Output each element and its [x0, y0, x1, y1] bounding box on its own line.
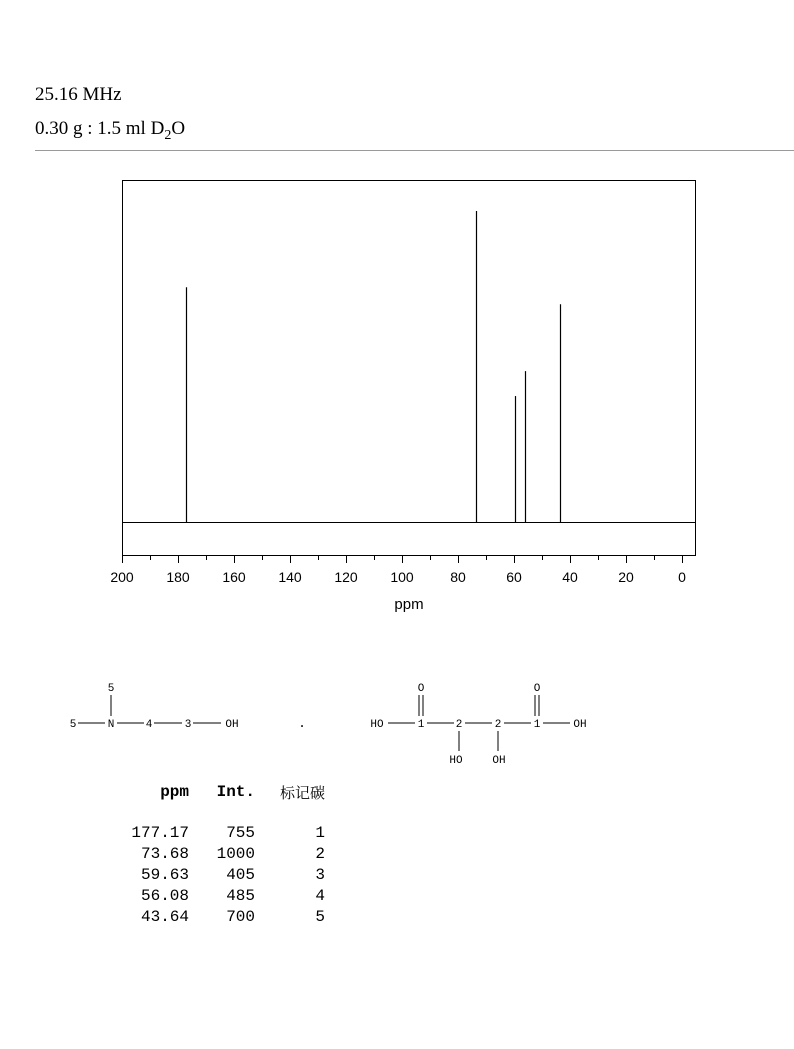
- x-axis-tick-label: 180: [166, 569, 190, 585]
- x-axis-tick-label: 200: [110, 569, 134, 585]
- peak-table-header: [113, 781, 325, 803]
- cell-intensity: 405: [226, 865, 255, 884]
- atom-label-c2-right: 2: [494, 719, 502, 731]
- atom-label-ho-left: HO: [370, 719, 384, 731]
- cell-assignment: 5: [315, 907, 325, 926]
- x-axis-tick-label: 40: [562, 569, 578, 585]
- table-row: [113, 885, 325, 906]
- table-row: [113, 822, 325, 843]
- atom-label-nitrogen: N: [107, 719, 115, 731]
- atom-label-c1-right: 1: [533, 719, 541, 731]
- atom-label-c2-left: 2: [455, 719, 463, 731]
- cell-assignment: 3: [315, 865, 325, 884]
- atom-label-hydroxyl: OH: [225, 719, 239, 731]
- cell-intensity: 755: [226, 823, 255, 842]
- cell-assignment: 2: [315, 844, 325, 863]
- header-intensity: Int.: [216, 783, 255, 801]
- x-axis-tick-label: 120: [334, 569, 358, 585]
- atom-label-c4: 4: [145, 719, 153, 731]
- atom-label-oh-low-left: HO: [449, 755, 463, 767]
- sample-concentration-subscript: 2: [164, 128, 172, 143]
- atom-label-c3: 3: [184, 719, 192, 731]
- x-axis-tick-label: 140: [278, 569, 302, 585]
- x-axis-tick-label: 160: [222, 569, 246, 585]
- cell-ppm: 177.17: [131, 823, 189, 842]
- table-row: [113, 843, 325, 864]
- cell-ppm: 56.08: [140, 886, 189, 905]
- table-row: [113, 906, 325, 927]
- salt-separator: .: [298, 716, 306, 731]
- x-axis-tick-label: 60: [506, 569, 522, 585]
- cell-assignment: 4: [315, 886, 325, 905]
- x-axis-tick-label: 100: [390, 569, 414, 585]
- header-assignment: 标记碳: [279, 783, 325, 802]
- x-axis-tick-label: 80: [450, 569, 466, 585]
- table-row: [113, 864, 325, 885]
- cell-ppm: 73.68: [140, 844, 189, 863]
- atom-label-carbonyl-o-left: O: [417, 683, 425, 695]
- sample-concentration-suffix: O: [171, 118, 186, 139]
- atom-label-carbonyl-o-right: O: [533, 683, 541, 695]
- cell-assignment: 1: [315, 823, 325, 842]
- x-axis-tick-label: 20: [618, 569, 634, 585]
- cell-intensity: 485: [226, 886, 255, 905]
- cell-ppm: 43.64: [140, 907, 189, 926]
- cell-ppm: 59.63: [140, 865, 189, 884]
- cell-intensity: 700: [226, 907, 255, 926]
- atom-label-oh-right: OH: [573, 719, 587, 731]
- sample-concentration-prefix: 0.30 g : 1.5 ml D: [35, 118, 165, 139]
- x-axis-tick-label: 0: [678, 569, 686, 585]
- spectrometer-frequency: 25.16 MHz: [35, 84, 122, 105]
- atom-label-c1-left: 1: [417, 719, 425, 731]
- atom-label-oh-low-right: OH: [492, 755, 506, 767]
- cell-intensity: 1000: [216, 844, 255, 863]
- header-ppm: ppm: [160, 783, 189, 801]
- x-axis-label: ppm: [394, 596, 424, 613]
- atom-label-methyl-top: 5: [107, 683, 115, 695]
- atom-label-methyl-left: 5: [69, 719, 77, 731]
- peak-table: [113, 781, 325, 927]
